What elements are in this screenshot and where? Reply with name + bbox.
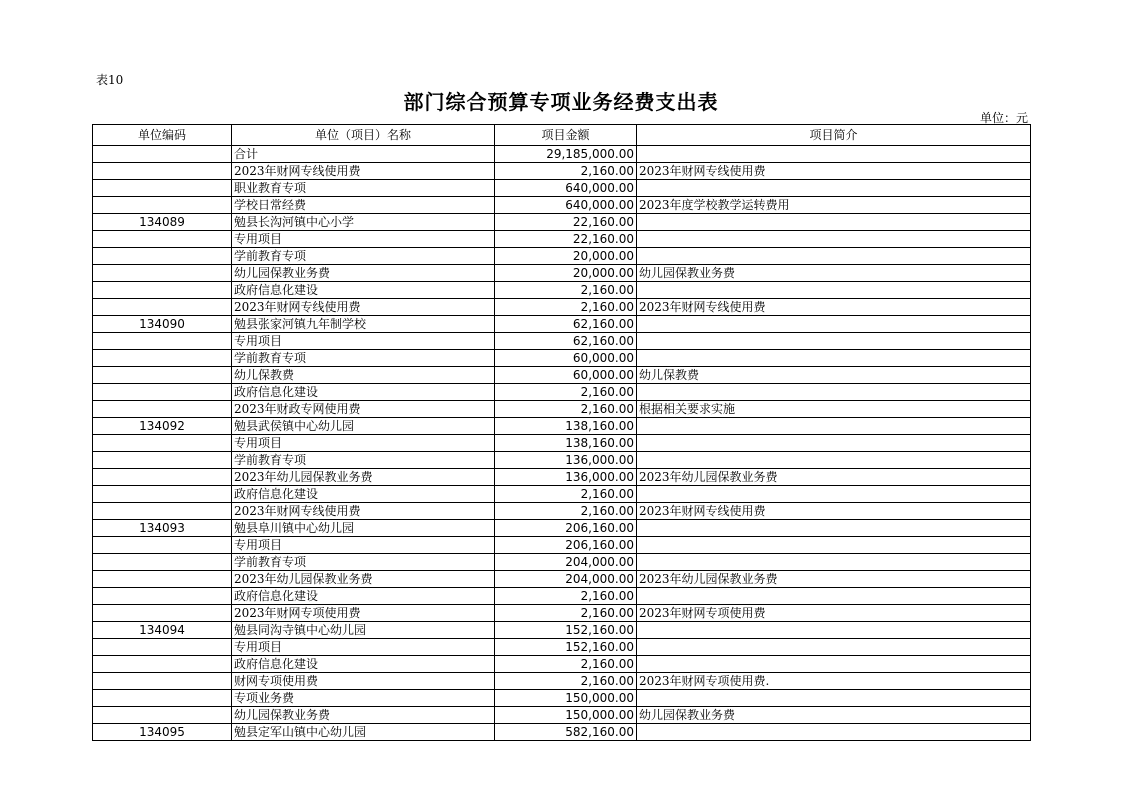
cell-unit-name: 财网专项使用费 [232,673,495,690]
cell-description: 2023年财网专线使用费 [637,503,1031,520]
cell-unit-code [93,452,232,469]
cell-amount: 2,160.00 [495,384,637,401]
cell-description: 2023年度学校教学运转费用 [637,197,1031,214]
cell-unit-code [93,265,232,282]
cell-unit-name: 专用项目 [232,639,495,656]
cell-unit-code: 134089 [93,214,232,231]
cell-unit-name: 2023年幼儿园保教业务费 [232,571,495,588]
cell-description: 2023年财网专项使用费. [637,673,1031,690]
cell-amount: 138,160.00 [495,418,637,435]
cell-unit-code [93,690,232,707]
cell-description [637,418,1031,435]
table-row [93,452,1031,469]
cell-unit-code [93,367,232,384]
table-row [93,367,1031,384]
cell-unit-name: 幼儿园保教业务费 [232,707,495,724]
table-row [93,248,1031,265]
cell-description: 根据相关要求实施 [637,401,1031,418]
cell-description: 幼儿保教费 [637,367,1031,384]
table-row [93,180,1031,197]
cell-description [637,622,1031,639]
unit-label: 单位：元 [979,111,1028,125]
cell-unit-name: 专用项目 [232,231,495,248]
cell-unit-code [93,435,232,452]
cell-amount: 22,160.00 [495,231,637,248]
cell-unit-name: 勉县阜川镇中心幼儿园 [232,520,495,537]
cell-amount: 2,160.00 [495,605,637,622]
cell-description [637,588,1031,605]
cell-amount: 29,185,000.00 [495,146,637,163]
cell-description [637,435,1031,452]
table-row [93,435,1031,452]
table-row [93,520,1031,537]
cell-amount: 206,160.00 [495,520,637,537]
table-row [93,299,1031,316]
cell-unit-code [93,673,232,690]
cell-amount: 206,160.00 [495,537,637,554]
cell-description [637,350,1031,367]
cell-amount: 60,000.00 [495,367,637,384]
cell-unit-name: 2023年幼儿园保教业务费 [232,469,495,486]
cell-amount: 2,160.00 [495,588,637,605]
cell-amount: 2,160.00 [495,282,637,299]
cell-amount: 2,160.00 [495,656,637,673]
table-row [93,690,1031,707]
cell-unit-name: 2023年财政专网使用费 [232,401,495,418]
cell-amount: 582,160.00 [495,724,637,741]
table-row [93,707,1031,724]
cell-unit-name: 2023年财网专项使用费 [232,605,495,622]
cell-description: 2023年幼儿园保教业务费 [637,571,1031,588]
cell-unit-name: 2023年财网专线使用费 [232,503,495,520]
cell-unit-name: 学前教育专项 [232,248,495,265]
cell-unit-code [93,605,232,622]
cell-amount: 62,160.00 [495,316,637,333]
cell-description [637,180,1031,197]
cell-description [637,537,1031,554]
cell-unit-name: 2023年财网专线使用费 [232,299,495,316]
table-row [93,384,1031,401]
table-row [93,146,1031,163]
table-row [93,486,1031,503]
table-row [93,214,1031,231]
cell-description [637,214,1031,231]
cell-unit-code [93,656,232,673]
cell-amount: 2,160.00 [495,503,637,520]
cell-description [637,316,1031,333]
table-row [93,401,1031,418]
cell-unit-code: 134093 [93,520,232,537]
cell-unit-code [93,282,232,299]
cell-amount: 150,000.00 [495,690,637,707]
cell-description: 2023年财网专线使用费 [637,299,1031,316]
cell-description [637,520,1031,537]
table-row [93,418,1031,435]
cell-unit-code [93,469,232,486]
cell-amount: 2,160.00 [495,486,637,503]
table-header-row [93,125,1031,146]
cell-unit-code [93,554,232,571]
cell-amount: 152,160.00 [495,639,637,656]
header-amount: 项目金额 [495,125,637,146]
cell-unit-name: 政府信息化建设 [232,588,495,605]
cell-amount: 2,160.00 [495,401,637,418]
cell-unit-name: 专用项目 [232,435,495,452]
cell-unit-name: 专用项目 [232,537,495,554]
cell-unit-code [93,350,232,367]
cell-unit-name: 勉县武侯镇中心幼儿园 [232,418,495,435]
cell-unit-code: 134094 [93,622,232,639]
cell-description [637,639,1031,656]
table-row [93,333,1031,350]
cell-amount: 136,000.00 [495,452,637,469]
cell-description: 2023年财网专线使用费 [637,163,1031,180]
table-row [93,503,1031,520]
table-row [93,350,1031,367]
cell-amount: 20,000.00 [495,248,637,265]
cell-description [637,384,1031,401]
cell-unit-name: 幼儿保教费 [232,367,495,384]
cell-description [637,282,1031,299]
cell-amount: 204,000.00 [495,554,637,571]
cell-description: 2023年财网专项使用费 [637,605,1031,622]
cell-unit-code [93,588,232,605]
cell-unit-code: 134090 [93,316,232,333]
cell-description: 幼儿园保教业务费 [637,265,1031,282]
cell-unit-name: 幼儿园保教业务费 [232,265,495,282]
cell-unit-code [93,384,232,401]
cell-unit-name: 勉县定军山镇中心幼儿园 [232,724,495,741]
cell-description [637,724,1031,741]
cell-amount: 22,160.00 [495,214,637,231]
table-row [93,316,1031,333]
cell-unit-code [93,248,232,265]
cell-unit-code [93,299,232,316]
header-unit-code: 单位编码 [93,125,232,146]
table-row [93,622,1031,639]
cell-description [637,231,1031,248]
cell-unit-name: 2023年财网专线使用费 [232,163,495,180]
table-row [93,265,1031,282]
table-body [93,146,1031,741]
table-row [93,163,1031,180]
cell-amount: 2,160.00 [495,299,637,316]
table-row [93,231,1031,248]
cell-unit-name: 学前教育专项 [232,554,495,571]
cell-description [637,656,1031,673]
cell-unit-code [93,401,232,418]
cell-unit-name: 专项业务费 [232,690,495,707]
cell-amount: 138,160.00 [495,435,637,452]
cell-unit-name: 学前教育专项 [232,350,495,367]
cell-unit-code [93,146,232,163]
cell-description [637,554,1031,571]
table-row [93,537,1031,554]
cell-unit-name: 勉县同沟寺镇中心幼儿园 [232,622,495,639]
cell-amount: 20,000.00 [495,265,637,282]
cell-unit-code [93,503,232,520]
budget-table [92,124,1031,741]
cell-unit-code [93,537,232,554]
cell-description [637,333,1031,350]
cell-amount: 2,160.00 [495,673,637,690]
cell-unit-code: 134095 [93,724,232,741]
table-row [93,282,1031,299]
table-row [93,605,1031,622]
cell-description: 幼儿园保教业务费 [637,707,1031,724]
cell-unit-name: 勉县长沟河镇中心小学 [232,214,495,231]
table-row [93,724,1031,741]
cell-unit-code [93,231,232,248]
cell-unit-code [93,180,232,197]
cell-unit-name: 职业教育专项 [232,180,495,197]
cell-unit-code [93,333,232,350]
cell-description [637,486,1031,503]
table-number: 表10 [96,73,124,87]
cell-unit-name: 专用项目 [232,333,495,350]
header-unit-name: 单位（项目）名称 [232,125,495,146]
cell-description [637,452,1031,469]
cell-unit-code: 134092 [93,418,232,435]
cell-unit-name: 政府信息化建设 [232,486,495,503]
cell-unit-name: 政府信息化建设 [232,384,495,401]
cell-unit-code [93,571,232,588]
cell-amount: 60,000.00 [495,350,637,367]
cell-unit-name: 政府信息化建设 [232,656,495,673]
cell-description: 2023年幼儿园保教业务费 [637,469,1031,486]
table-row [93,469,1031,486]
cell-amount: 204,000.00 [495,571,637,588]
cell-unit-code [93,486,232,503]
cell-description [637,146,1031,163]
cell-amount: 2,160.00 [495,163,637,180]
table-row [93,197,1031,214]
cell-unit-code [93,707,232,724]
cell-description [637,248,1031,265]
table-row [93,673,1031,690]
cell-description [637,690,1031,707]
cell-amount: 150,000.00 [495,707,637,724]
table-row [93,656,1031,673]
header-description: 项目简介 [637,125,1031,146]
cell-unit-name: 学校日常经费 [232,197,495,214]
table-row [93,588,1031,605]
table-row [93,639,1031,656]
table-row [93,554,1031,571]
cell-amount: 62,160.00 [495,333,637,350]
cell-unit-name: 合计 [232,146,495,163]
cell-unit-name: 勉县张家河镇九年制学校 [232,316,495,333]
cell-unit-name: 学前教育专项 [232,452,495,469]
cell-unit-name: 政府信息化建设 [232,282,495,299]
page-title: 部门综合预算专项业务经费支出表 [403,90,719,114]
cell-unit-code [93,163,232,180]
cell-amount: 640,000.00 [495,180,637,197]
cell-unit-code [93,197,232,214]
cell-amount: 640,000.00 [495,197,637,214]
table-row [93,571,1031,588]
cell-unit-code [93,639,232,656]
cell-amount: 136,000.00 [495,469,637,486]
cell-amount: 152,160.00 [495,622,637,639]
